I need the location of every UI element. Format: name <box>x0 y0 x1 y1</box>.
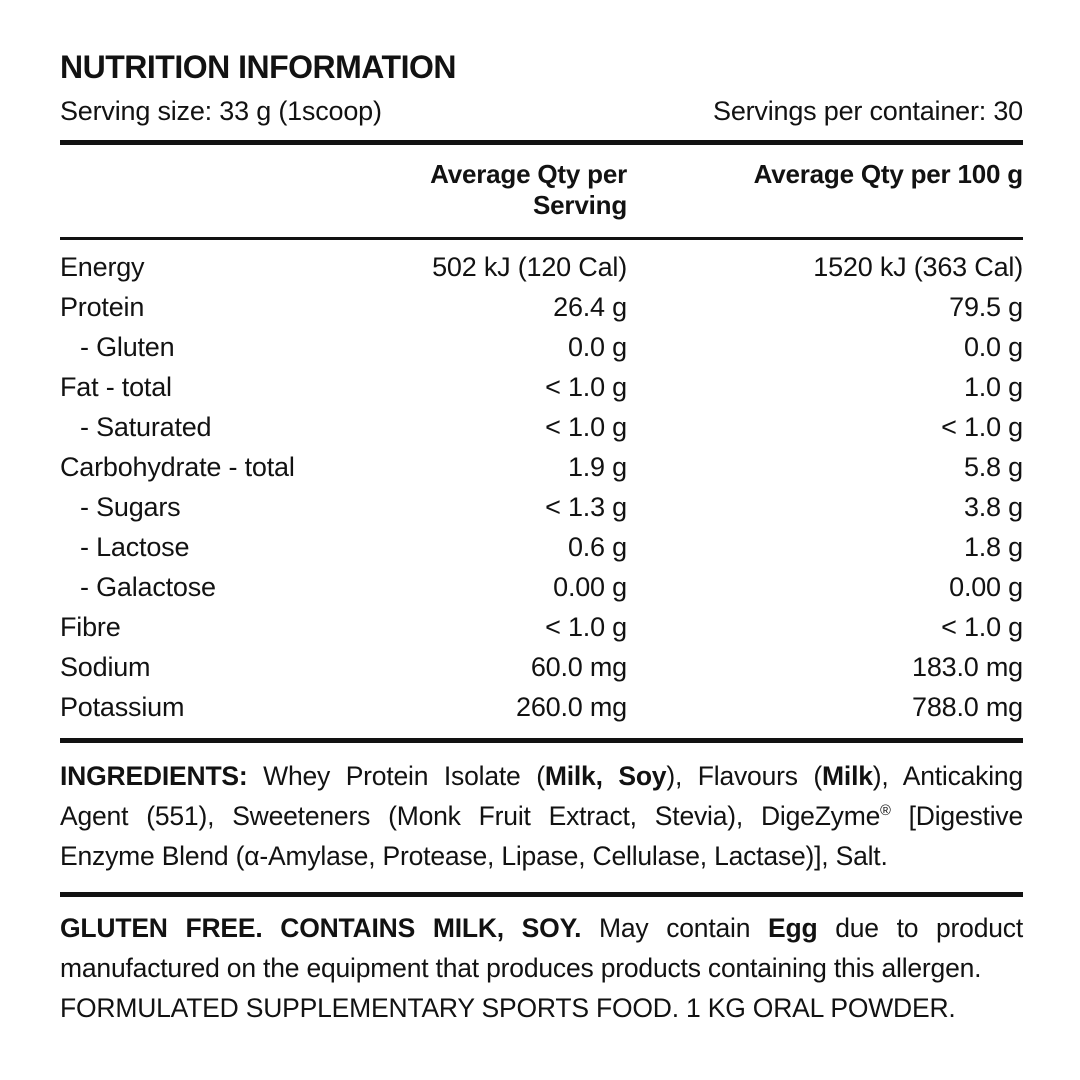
ingredients-paragraph: INGREDIENTS: Whey Protein Isolate (Milk, Soy), Flavours (Milk), Anticaking Agent (551), Sweeteners (Monk Fruit Extract, Stevia), DigeZyme® [Digestive Enzyme Blend (α-Amylase, Protease, Lipase, Cellulase, Lactase)], Salt. <box>60 761 1023 871</box>
page-title: NUTRITION INFORMATION <box>60 49 456 85</box>
table-row <box>60 687 1023 727</box>
table-header-row <box>60 145 1023 237</box>
nutrient-name: Sodium <box>60 652 151 682</box>
table-row <box>60 247 1023 287</box>
value-per-100g: 0.00 g <box>949 572 1023 602</box>
nutrient-name: - Gluten <box>80 332 175 362</box>
value-per-serving: < 1.3 g <box>545 492 627 522</box>
value-per-serving: < 1.0 g <box>545 412 627 442</box>
value-per-100g: 1.0 g <box>963 372 1023 402</box>
value-per-100g: 1520 kJ (363 Cal) <box>813 252 1023 282</box>
table-row <box>60 647 1023 687</box>
value-per-100g: < 1.0 g <box>941 612 1023 642</box>
nutrient-table <box>60 240 1023 738</box>
serving-size-text: Serving size: 33 g (1scoop) <box>60 96 382 126</box>
value-per-serving: < 1.0 g <box>545 372 627 402</box>
table-row <box>60 567 1023 607</box>
value-per-100g: 1.8 g <box>963 532 1023 562</box>
value-per-serving: 502 kJ (120 Cal) <box>432 252 627 282</box>
servings-per-container-text: Servings per container: 30 <box>713 96 1023 126</box>
nutrient-name: - Saturated <box>80 412 212 442</box>
table-row <box>60 367 1023 407</box>
ingredients-section <box>60 743 1023 892</box>
value-per-100g: 788.0 mg <box>912 692 1023 722</box>
nutrient-name: Carbohydrate - total <box>60 452 295 482</box>
value-per-100g: < 1.0 g <box>941 412 1023 442</box>
table-row <box>60 447 1023 487</box>
table-row <box>60 327 1023 367</box>
value-per-serving: 260.0 mg <box>516 692 627 722</box>
table-row <box>60 407 1023 447</box>
value-per-serving: 0.0 g <box>567 332 627 362</box>
value-per-100g: 183.0 mg <box>912 652 1023 682</box>
nutrient-name: - Lactose <box>80 532 190 562</box>
value-per-100g: 79.5 g <box>949 292 1023 322</box>
value-per-serving: 1.9 g <box>567 452 627 482</box>
nutrient-name: Energy <box>60 252 145 282</box>
value-per-serving: 0.6 g <box>567 532 627 562</box>
value-per-100g: 0.0 g <box>963 332 1023 362</box>
column-header-per-serving: Average Qty per Serving <box>430 159 627 220</box>
value-per-100g: 5.8 g <box>963 452 1023 482</box>
column-header-per-100g: Average Qty per 100 g <box>753 159 1023 189</box>
nutrient-name: - Galactose <box>80 572 216 602</box>
table-row <box>60 527 1023 567</box>
nutrient-name: Potassium <box>60 692 185 722</box>
table-row <box>60 607 1023 647</box>
statements-section <box>60 897 1023 1028</box>
value-per-100g: 3.8 g <box>963 492 1023 522</box>
table-row <box>60 287 1023 327</box>
table-row <box>60 487 1023 527</box>
value-per-serving: < 1.0 g <box>545 612 627 642</box>
nutrient-name: Fat - total <box>60 372 172 402</box>
serving-info-row <box>60 94 1023 128</box>
value-per-serving: 26.4 g <box>553 292 627 322</box>
value-per-serving: 60.0 mg <box>530 652 627 682</box>
nutrient-name: Fibre <box>60 612 121 642</box>
nutrient-name: Protein <box>60 292 145 322</box>
allergen-paragraph: GLUTEN FREE. CONTAINS MILK, SOY. May contain Egg due to product manufactured on the equipment that produces products containing this allergen. <box>60 913 1023 983</box>
column-header-nutrient <box>60 159 390 221</box>
footer-statement: FORMULATED SUPPLEMENTARY SPORTS FOOD. 1 KG ORAL POWDER. <box>60 993 956 1023</box>
nutrient-name: - Sugars <box>80 492 181 522</box>
value-per-serving: 0.00 g <box>553 572 627 602</box>
